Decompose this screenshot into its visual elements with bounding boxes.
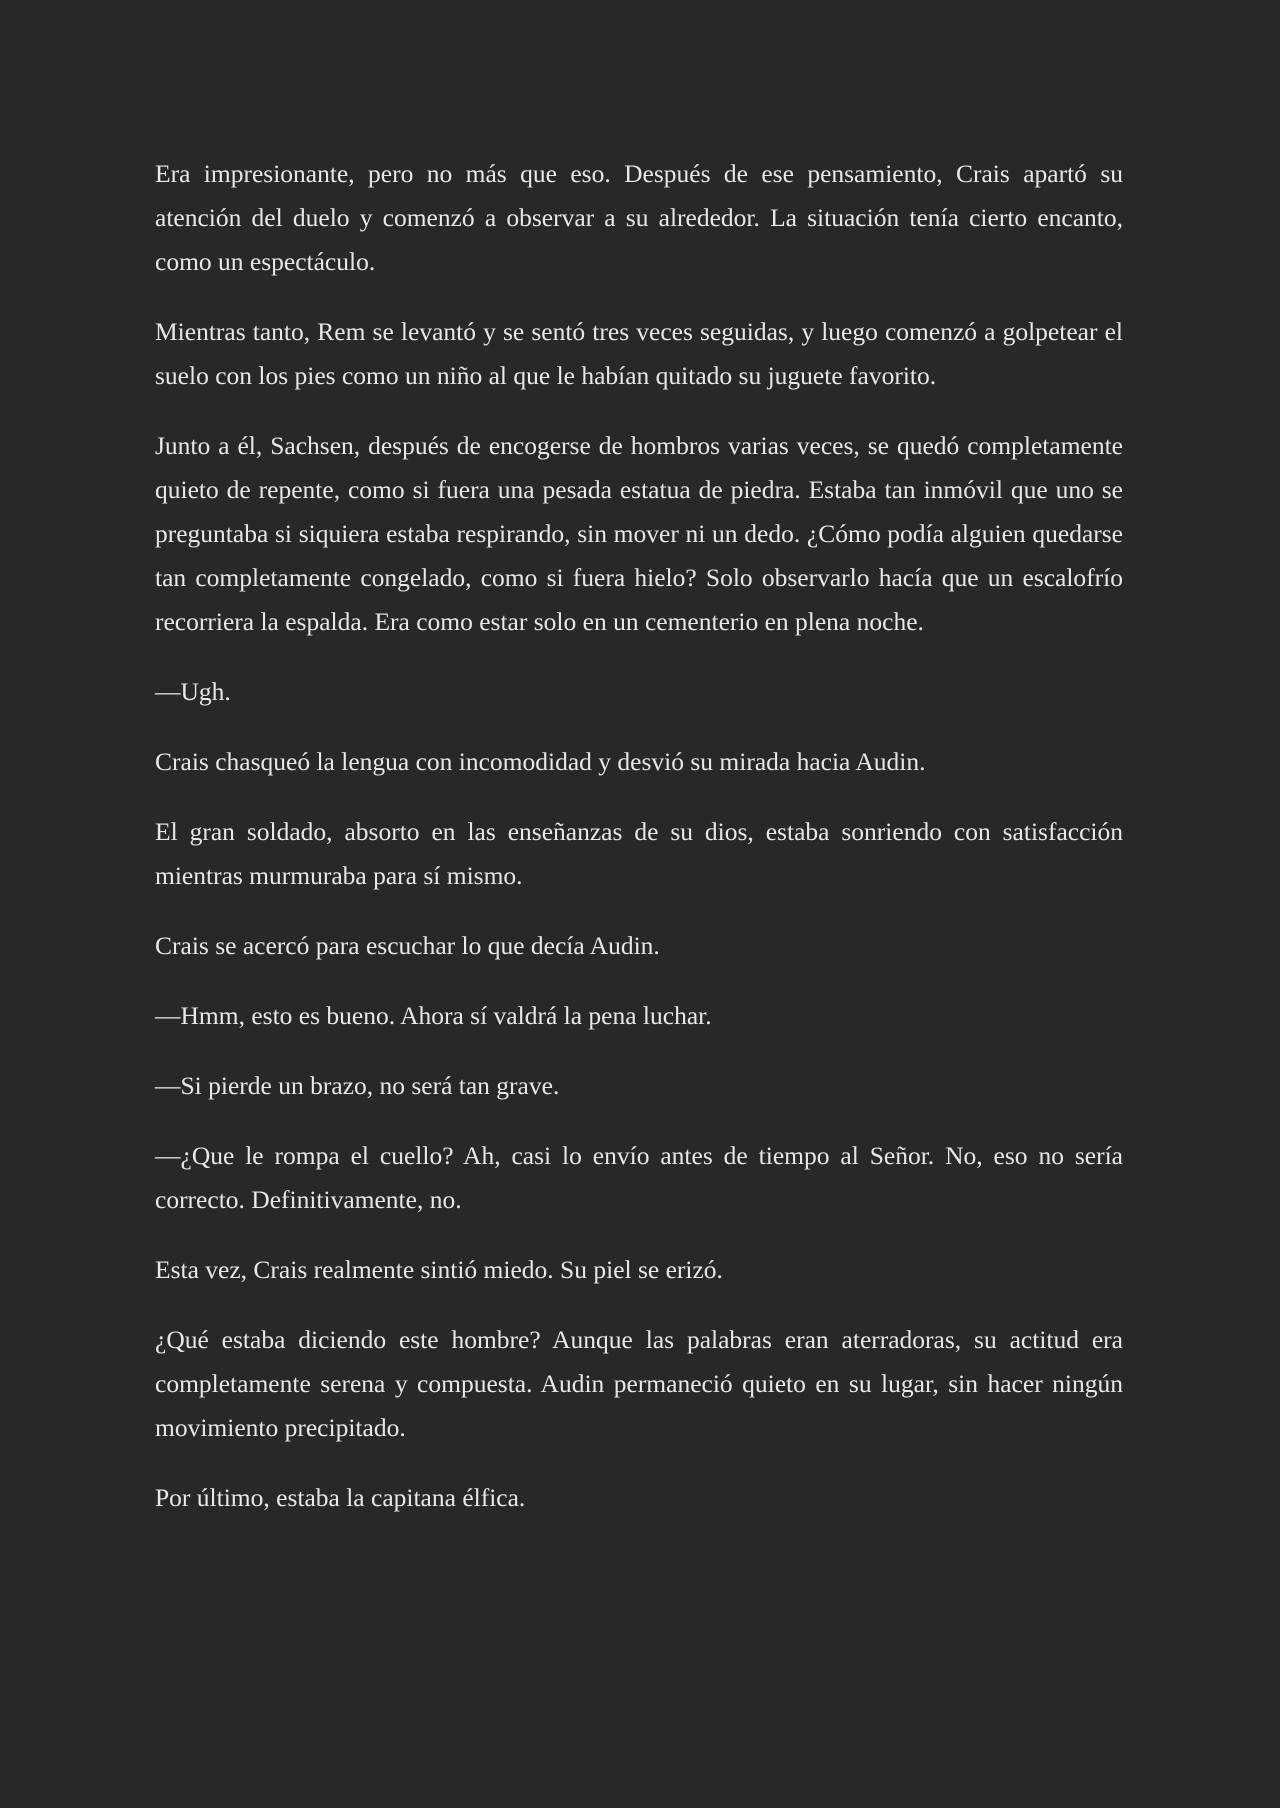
paragraph: Mientras tanto, Rem se levantó y se sentó tres veces seguidas, y luego comenzó a golpetear el suelo con los pies como un niño al que le habían quitado su juguete favorito. bbox=[155, 317, 1123, 390]
paragraph: —Si pierde un brazo, no será tan grave. bbox=[155, 1071, 560, 1100]
paragraph: Esta vez, Crais realmente sintió miedo. Su piel se erizó. bbox=[155, 1255, 723, 1284]
paragraph: Por último, estaba la capitana élfica. bbox=[155, 1483, 526, 1512]
paragraph: —Hmm, esto es bueno. Ahora sí valdrá la pena luchar. bbox=[155, 1001, 712, 1030]
paragraph: ¿Qué estaba diciendo este hombre? Aunque las palabras eran aterradoras, su actitud era completamente serena y compuesta. Audin permaneció quieto en su lugar, sin hacer ningún movimiento precipitado. bbox=[155, 1325, 1123, 1442]
paragraph: —Ugh. bbox=[155, 677, 231, 706]
chapter-text bbox=[155, 152, 1123, 1546]
paragraph: Era impresionante, pero no más que eso. Después de ese pensamiento, Crais apartó su atención del duelo y comenzó a observar a su alrededor. La situación tenía cierto encanto, como un espectáculo. bbox=[155, 159, 1123, 276]
paragraph: Crais se acercó para escuchar lo que decía Audin. bbox=[155, 931, 660, 960]
paragraph: Crais chasqueó la lengua con incomodidad y desvió su mirada hacia Audin. bbox=[155, 747, 926, 776]
paragraph: —¿Que le rompa el cuello? Ah, casi lo envío antes de tiempo al Señor. No, eso no sería correcto. Definitivamente, no. bbox=[155, 1141, 1123, 1214]
paragraph: Junto a él, Sachsen, después de encogerse de hombros varias veces, se quedó completamente quieto de repente, como si fuera una pesada estatua de piedra. Estaba tan inmóvil que uno se preguntaba si siquiera estaba respirando, sin mover ni un dedo. ¿Cómo podía alguien quedarse tan completamente congelado, como si fuera hielo? Solo observarlo hacía que un escalofrío recorriera la espalda. Era como estar solo en un cementerio en plena noche. bbox=[155, 431, 1123, 636]
paragraph: El gran soldado, absorto en las enseñanzas de su dios, estaba sonriendo con satisfacción mientras murmuraba para sí mismo. bbox=[155, 817, 1123, 890]
